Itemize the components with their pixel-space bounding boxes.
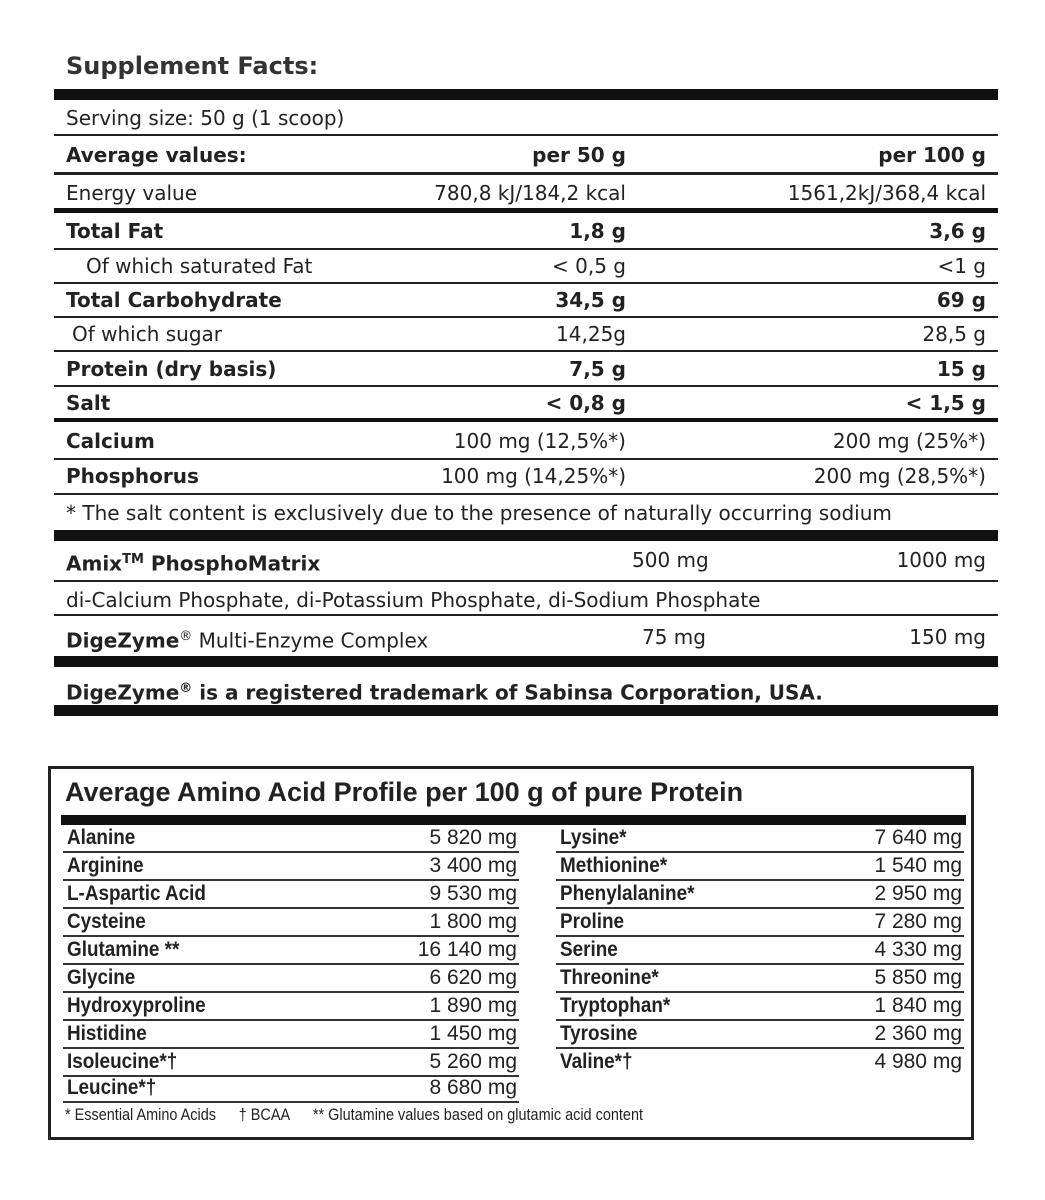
amino-value: 4 980 mg (874, 1050, 962, 1073)
nutrient-label: Of which sugar (72, 322, 223, 346)
amino-row (556, 881, 964, 909)
amino-acid-profile-box (48, 766, 974, 1140)
nutrient-value-100g: <1 g (937, 254, 986, 278)
amino-name: Phenylalanine* (560, 882, 695, 905)
amino-name: Leucine*† (67, 1076, 157, 1099)
amino-value: 2 950 mg (874, 882, 962, 905)
amino-header-rule (61, 815, 966, 825)
nutrient-value-100g: 200 mg (28,5%*) (813, 464, 986, 488)
header-col1: per 50 g (532, 143, 626, 167)
serving-size: Serving size: 50 g (1 scoop) (66, 106, 345, 130)
amino-row (556, 853, 964, 881)
amino-row (63, 881, 519, 909)
amino-name: Lysine* (560, 826, 627, 849)
amino-value: 1 890 mg (429, 994, 517, 1017)
amino-footnotes (65, 1105, 662, 1125)
thick-rule (54, 530, 998, 541)
amino-name: Methionine* (560, 854, 668, 877)
rule (54, 418, 998, 422)
amino-value: 1 450 mg (429, 1022, 517, 1045)
amino-name: Valine*† (560, 1050, 633, 1073)
amino-value: 4 330 mg (874, 938, 962, 961)
nutrient-label: Calcium (66, 429, 155, 453)
supplement-facts-title: Supplement Facts: (66, 52, 319, 80)
nutrient-value-100g: 200 mg (25%*) (832, 429, 986, 453)
footnote-bcaa: † BCAA (238, 1105, 291, 1124)
footnote-essential: * Essential Amino Acids (65, 1105, 217, 1124)
nutrient-value-50g: 100 mg (12,5%*) (453, 429, 626, 453)
amino-value: 7 280 mg (874, 910, 962, 933)
amino-row (63, 993, 519, 1021)
amino-name: Glycine (67, 966, 136, 989)
phosphomatrix-value-100g: 1000 mg (896, 548, 986, 572)
thick-rule (54, 656, 998, 667)
digezyme-value-100g: 150 mg (909, 625, 986, 649)
nutrient-label: Total Carbohydrate (66, 288, 282, 312)
amino-row (556, 965, 964, 993)
amino-name: L-Aspartic Acid (67, 882, 206, 905)
nutrient-value-50g: 7,5 g (569, 357, 626, 381)
amino-row (556, 825, 964, 853)
amino-value: 5 260 mg (429, 1050, 517, 1073)
bottom-thick-rule (54, 705, 998, 716)
amino-value: 1 800 mg (429, 910, 517, 933)
nutrient-value-50g: 14,25g (556, 322, 626, 346)
nutrient-value-100g: < 1,5 g (905, 391, 986, 415)
amino-name: Arginine (67, 854, 144, 877)
amino-value: 5 850 mg (874, 966, 962, 989)
rule (54, 208, 998, 213)
top-thick-rule (54, 89, 998, 100)
footnote-glutamine: ** Glutamine values based on glutamic acid content (312, 1105, 644, 1124)
rule (54, 493, 998, 495)
header-col2: per 100 g (878, 143, 986, 167)
nutrient-label: Salt (66, 391, 111, 415)
nutrient-label: Of which saturated Fat (86, 254, 313, 278)
nutrient-value-50g: 780,8 kJ/184,2 kcal (434, 181, 626, 205)
amino-value: 1 540 mg (874, 854, 962, 877)
digezyme-label: DigeZyme® Multi-Enzyme Complex (66, 628, 429, 653)
amino-row (63, 937, 519, 965)
nutrient-value-100g: 69 g (936, 288, 986, 312)
amino-name: Threonine* (560, 966, 659, 989)
rule (54, 316, 998, 318)
rule (54, 172, 998, 175)
nutrient-value-50g: 100 mg (14,25%*) (441, 464, 626, 488)
nutrient-label: Energy value (66, 181, 198, 205)
amino-value: 16 140 mg (417, 938, 517, 961)
amino-row (63, 909, 519, 937)
amino-row (63, 1075, 519, 1103)
amino-row (63, 1021, 519, 1049)
amino-name: Tyrosine (560, 1022, 638, 1045)
amino-value: 5 820 mg (429, 826, 517, 849)
nutrient-value-100g: 3,6 g (929, 219, 986, 243)
digezyme-value-50g: 75 mg (642, 625, 706, 649)
amino-name: Proline (560, 910, 625, 933)
rule (54, 614, 998, 616)
rule (54, 385, 998, 387)
amino-name: Cysteine (67, 910, 146, 933)
phosphomatrix-value-50g: 500 mg (632, 548, 709, 572)
rule (54, 248, 998, 250)
amino-profile-title: Average Amino Acid Profile per 100 g of pure Protein (65, 777, 744, 807)
amino-value: 3 400 mg (429, 854, 517, 877)
amino-name: Serine (560, 938, 618, 961)
amino-row (63, 853, 519, 881)
amino-value: 8 680 mg (429, 1076, 517, 1099)
amino-row (556, 937, 964, 965)
amino-row (556, 993, 964, 1021)
amino-row (556, 1021, 964, 1049)
rule (54, 580, 998, 582)
amino-row (63, 965, 519, 993)
salt-note: * The salt content is exclusively due to the presence of naturally occurring sodium (66, 501, 892, 525)
nutrient-label: Total Fat (66, 219, 164, 243)
header-label: Average values: (66, 143, 247, 167)
amino-row (556, 909, 964, 937)
amino-row (63, 825, 519, 853)
nutrient-value-50g: < 0,8 g (545, 391, 626, 415)
amino-row (556, 1049, 964, 1077)
amino-name: Alanine (67, 826, 136, 849)
amino-value: 6 620 mg (429, 966, 517, 989)
phosphomatrix-label: Amix™ PhosphoMatrix (66, 551, 321, 576)
amino-value: 9 530 mg (429, 882, 517, 905)
amino-value: 1 840 mg (874, 994, 962, 1017)
nutrient-value-50g: 34,5 g (555, 288, 626, 312)
rule (54, 134, 998, 136)
amino-name: Hydroxyproline (67, 994, 206, 1017)
rule (54, 350, 998, 352)
amino-value: 2 360 mg (874, 1022, 962, 1045)
amino-name: Isoleucine*† (67, 1050, 178, 1073)
phosphates-text: di-Calcium Phosphate, di-Potassium Phosphate, di-Sodium Phosphate (66, 588, 761, 612)
nutrient-value-100g: 15 g (936, 357, 986, 381)
amino-name: Histidine (67, 1022, 147, 1045)
nutrient-value-50g: 1,8 g (569, 219, 626, 243)
nutrient-value-100g: 1561,2kJ/368,4 kcal (787, 181, 986, 205)
nutrient-value-50g: < 0,5 g (552, 254, 626, 278)
nutrient-label: Phosphorus (66, 464, 199, 488)
amino-name: Tryptophan* (560, 994, 671, 1017)
nutrient-value-100g: 28,5 g (922, 322, 986, 346)
amino-name: Glutamine ** (67, 938, 180, 961)
amino-row (63, 1049, 519, 1077)
trademark-note: DigeZyme® is a registered trademark of Sabinsa Corporation, USA. (66, 680, 823, 705)
nutrient-label: Protein (dry basis) (66, 357, 277, 381)
rule (54, 458, 998, 460)
amino-value: 7 640 mg (874, 826, 962, 849)
rule (54, 282, 998, 284)
